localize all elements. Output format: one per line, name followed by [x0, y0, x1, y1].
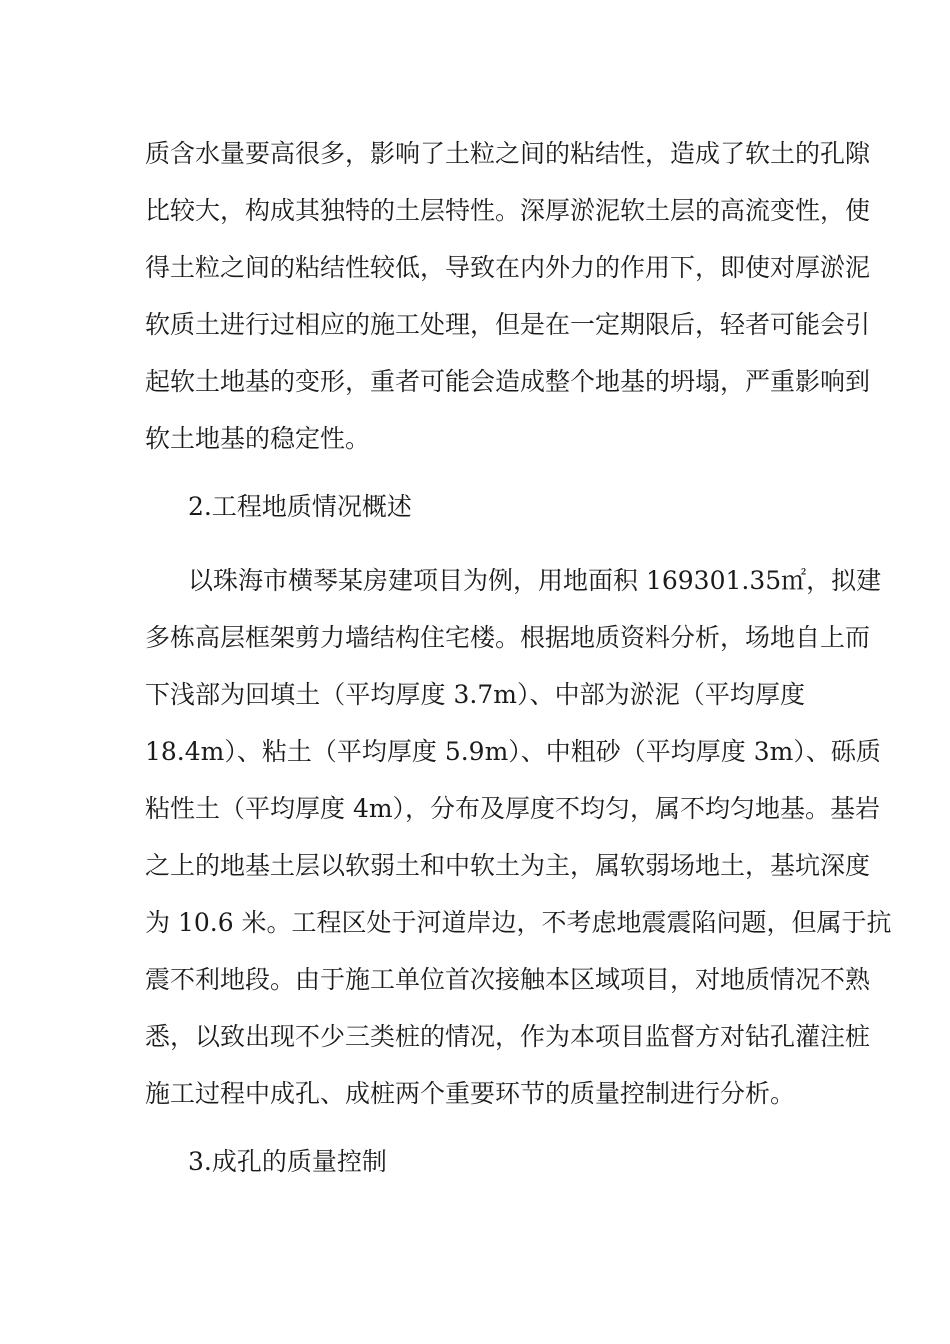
paragraph-line: 软质土进行过相应的施工处理，但是在一定期限后，轻者可能会引 [145, 310, 871, 339]
paragraph-line: 粘性土（平均厚度 4m），分布及厚度不均匀，属不均匀地基。基岩 [145, 794, 881, 823]
paragraph-line: 震不利地段。由于施工单位首次接触本区域项目，对地质情况不熟 [145, 965, 871, 994]
paragraph-line: 之上的地基土层以软弱土和中软土为主，属软弱场地土，基坑深度 [145, 851, 871, 880]
paragraph-line: 多栋高层框架剪力墙结构住宅楼。根据地质资料分析，场地自上而 [145, 623, 871, 652]
section-heading: 2.工程地质情况概述 [188, 492, 412, 521]
paragraph-line: 为 10.6 米。工程区处于河道岸边，不考虑地震震陷问题，但属于抗 [145, 908, 892, 937]
paragraph-line: 下浅部为回填土（平均厚度 3.7m）、中部为淤泥（平均厚度 [145, 680, 805, 709]
section-heading: 3.成孔的质量控制 [188, 1147, 387, 1176]
paragraph-line: 质含水量要高很多，影响了土粒之间的粘结性，造成了软土的孔隙 [145, 139, 871, 168]
paragraph-line: 18.4m）、粘土（平均厚度 5.9m）、中粗砂（平均厚度 3m）、砾质 [145, 737, 881, 766]
paragraph-line: 悉，以致出现不少三类桩的情况，作为本项目监督方对钻孔灌注桩 [145, 1022, 871, 1051]
paragraph-line: 得土粒之间的粘结性较低，导致在内外力的作用下，即使对厚淤泥 [145, 253, 871, 282]
paragraph-line: 起软土地基的变形，重者可能会造成整个地基的坍塌，严重影响到 [145, 367, 871, 396]
paragraph-line: 比较大，构成其独特的土层特性。深厚淤泥软土层的高流变性，使 [145, 196, 871, 225]
paragraph-line: 施工过程中成孔、成桩两个重要环节的质量控制进行分析。 [145, 1079, 796, 1108]
paragraph-line: 以珠海市横琴某房建项目为例，用地面积 169301.35㎡，拟建 [188, 566, 882, 595]
paragraph-line: 软土地基的稳定性。 [145, 424, 371, 453]
